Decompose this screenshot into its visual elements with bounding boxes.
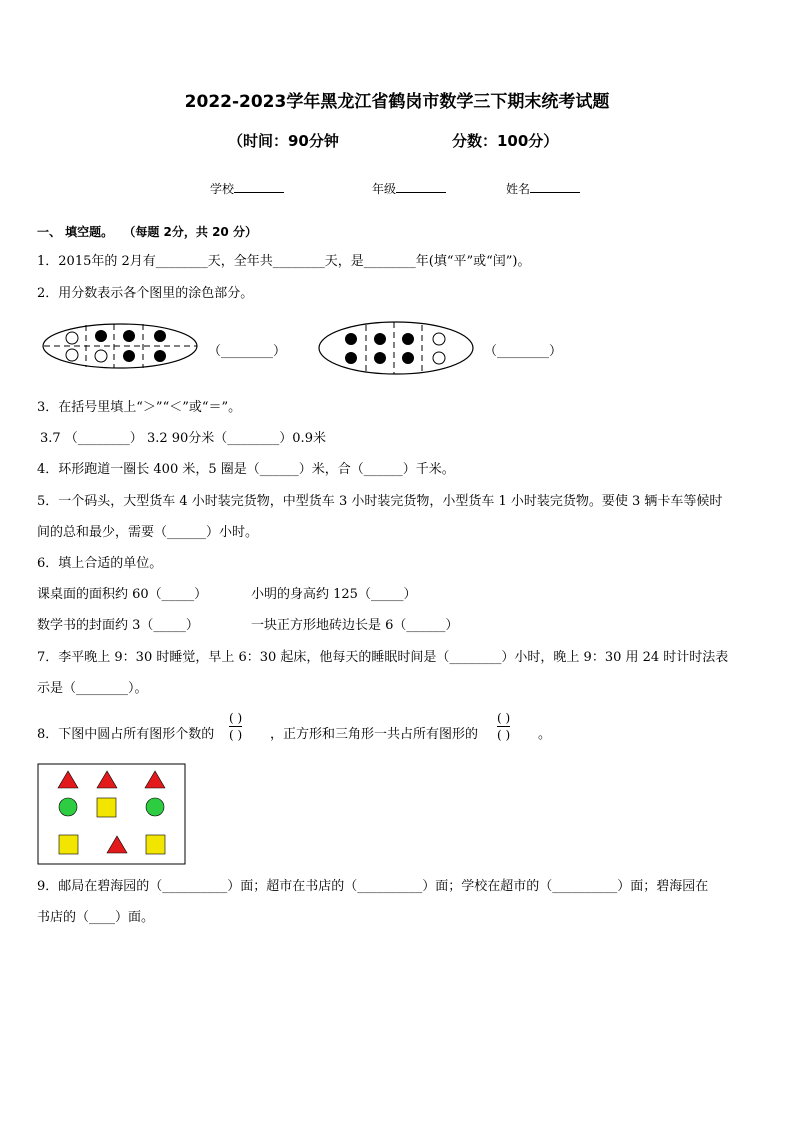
filled-dot	[345, 333, 357, 345]
fraction-denominator: ( )	[229, 728, 243, 742]
school-blank	[234, 180, 284, 193]
filled-dot	[402, 333, 414, 345]
question-2: 2．用分数表示各个图里的涂色部分。	[37, 286, 254, 301]
question-8-part-2: ，正方形和三角形一共占所有图形的	[270, 727, 479, 742]
oval-outline	[319, 322, 473, 374]
grade-blank	[396, 180, 446, 193]
page-title: 2022-2023学年黑龙江省鹤岗市数学三下期末统考试题	[184, 92, 610, 112]
fraction-blank-1	[229, 711, 242, 742]
question-3: 3．在括号里填上“＞”“＜”或“＝”。	[37, 400, 242, 415]
shapes-figure	[37, 763, 187, 865]
school-field	[210, 180, 284, 197]
exam-time: （时间：90分钟	[228, 132, 339, 150]
hollow-dot	[433, 352, 445, 364]
question-9-line-1: 9．邮局在碧海园的（__________）面；超市在书店的（__________）面；学校在超市的（__________）面；碧海园在	[37, 879, 709, 894]
name-label: 姓名	[506, 182, 531, 196]
question-7-line-1: 7．李平晚上 9：30 时睡觉，早上 6：30 起床，他每天的睡眠时间是（________）小时，晚上 9：30 用 24 时计时法表	[37, 650, 729, 665]
grade-field	[372, 180, 446, 197]
q2-answer-2: （________）	[484, 344, 563, 359]
name-blank	[530, 180, 580, 193]
hollow-dot	[95, 350, 107, 362]
fraction-numerator: ( )	[229, 711, 243, 725]
circle-shape	[59, 798, 77, 816]
question-6-d: 一块正方形地砖边长是 6（______）	[251, 618, 459, 633]
filled-dot	[154, 350, 166, 362]
name-field	[506, 180, 580, 197]
exam-score: 分数：100分）	[452, 132, 559, 150]
grade-label: 年级	[372, 182, 397, 196]
question-5-line-1: 5．一个码头，大型货车 4 小时装完货物，中型货车 3 小时装完货物，小型货车 1 小时装完货物。要使 3 辆卡车等候时	[37, 494, 723, 509]
filled-dot	[345, 352, 357, 364]
filled-dot	[123, 330, 135, 342]
school-label: 学校	[210, 182, 235, 196]
filled-dot	[402, 352, 414, 364]
question-3-items: 3.7 （________） 3.2 90分米（________）0.9米	[40, 431, 326, 446]
filled-dot	[123, 350, 135, 362]
section-title: 一、 填空题。	[37, 225, 114, 239]
question-4: 4．环形跑道一圈长 400 米，5 圈是（______）米，合（______）千米。	[37, 462, 455, 477]
hollow-dot	[433, 333, 445, 345]
fraction-bar	[497, 726, 510, 727]
question-6-b: 小明的身高约 125（_____）	[251, 587, 417, 602]
question-8-part-3: 。	[538, 727, 552, 742]
filled-dot	[154, 330, 166, 342]
question-7-line-2: 示是（________）。	[37, 681, 148, 696]
oval-figure-2	[318, 320, 478, 376]
q2-answer-1: （________）	[208, 344, 287, 359]
filled-dot	[95, 330, 107, 342]
hollow-dot	[66, 332, 78, 344]
question-6-c: 数学书的封面约 3（_____）	[37, 618, 199, 633]
fraction-blank-2	[497, 711, 510, 742]
oval-figure-1	[42, 322, 202, 372]
section-note: （每题 2分，共 20 分）	[123, 225, 257, 239]
question-9-line-2: 书店的（____）面。	[37, 910, 155, 925]
square-shape	[59, 835, 78, 854]
question-1: 1．2015年的 2月有________天，全年共________天，是________年(填“平”或“闰”)。	[37, 254, 531, 269]
hollow-dot	[66, 349, 78, 361]
fraction-bar	[229, 726, 242, 727]
square-shape	[97, 798, 116, 817]
fraction-denominator: ( )	[497, 728, 511, 742]
question-8-part-1: 8．下图中圆占所有图形个数的	[37, 727, 215, 742]
question-6-a: 课桌面的面积约 60（_____）	[37, 587, 208, 602]
filled-dot	[374, 333, 386, 345]
section-heading	[37, 223, 257, 240]
filled-dot	[374, 352, 386, 364]
fraction-numerator: ( )	[497, 711, 511, 725]
question-5-line-2: 间的总和最少，需要（______）小时。	[37, 525, 259, 540]
square-shape	[146, 835, 165, 854]
question-6: 6．填上合适的单位。	[37, 556, 163, 571]
circle-shape	[146, 798, 164, 816]
